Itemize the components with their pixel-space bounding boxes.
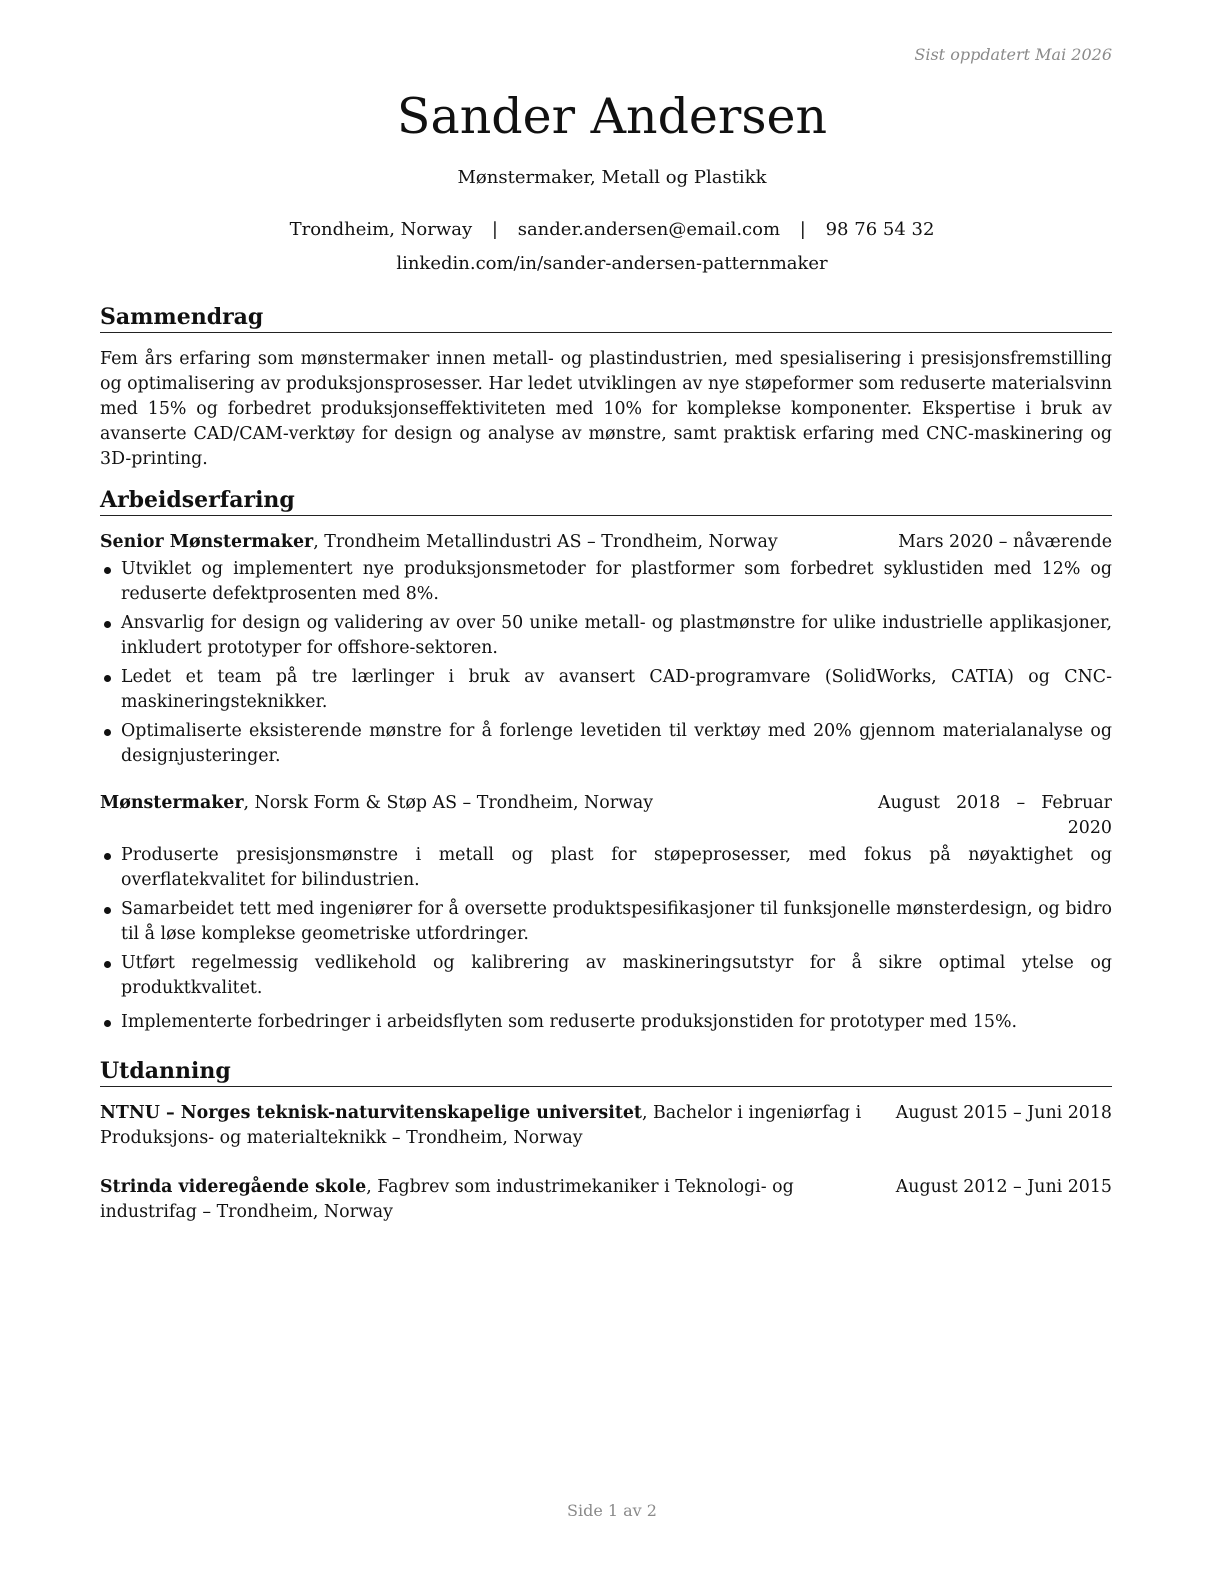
education-entry [100,1175,1112,1225]
bullet-icon [104,567,111,574]
list-item: Utført regelmessig vedlikehold og kalibrering av maskineringsutstyr for å sikre optimal ytelse og produktkvalitet. [100,951,1112,1001]
job-dates: Mars 2020 – nåværende [898,532,1112,552]
bullet-icon [104,961,111,968]
list-item: Ledet et team på tre lærlinger i bruk av avansert CAD-programvare (SolidWorks, CATIA) og CNC-maskineringsteknikker. [100,665,1112,715]
linkedin-link[interactable]: linkedin.com/in/sander-andersen-patternmaker [396,253,828,274]
bullet-icon [104,907,111,914]
education-dates: August 2015 – Juni 2018 [895,1103,1112,1123]
job-bullets [100,843,1112,1035]
contact-separator: | [491,219,498,240]
degree-detail: , Bachelor i ingeniørfag i Produksjons- og materialteknikk – Trondheim, Norway [100,1103,862,1148]
education-entry [100,1101,1112,1151]
job-role: Mønstermaker [100,793,244,813]
candidate-title: Mønstermaker, Metall og Plastikk [457,167,767,188]
contact-location: Trondheim, Norway [289,219,473,240]
education-dates: August 2012 – Juni 2015 [895,1177,1112,1197]
summary-text: Fem års erfaring som mønstermaker innen metall- og plastindustrien, med spesialisering i presisjonsfremstilling og optimalisering av produksjonsprosesser. Har ledet utviklingen av nye støpeformer som reduserte materialsvinn med 15% og forbedret produksjonseffektiviteten med 10% for komplekse komponenter. Ekspertise i bruk av avanserte CAD/CAM-verktøy for design og analyse av mønstre, samt praktisk erfaring med CNC-maskinering og 3D-printing. [100,349,1112,469]
list-item: Samarbeidet tett med ingeniører for å oversette produktspesifikasjoner til funksjonelle mønsterdesign, og bidro til å løse komplekse geometriske utfordringer. [100,897,1112,947]
list-item: Optimaliserte eksisterende mønstre for å forlenge levetiden til verktøy med 20% gjennom materialanalyse og designjusteringer. [100,719,1112,769]
job-header [100,530,1112,555]
job-header [100,791,1112,841]
school-name: Strinda videregående skole [100,1177,367,1197]
contact-email[interactable]: sander.andersen@email.com [517,219,781,240]
job-company: , Norsk Form & Støp AS – Trondheim, Norway [243,793,654,813]
job-role: Senior Mønstermaker [100,532,314,552]
job-bullets [100,557,1112,769]
contact-separator: | [799,219,806,240]
job-company: , Trondheim Metallindustri AS – Trondheim, Norway [313,532,778,552]
experience-heading: Arbeidserfaring [100,486,1112,516]
school-name: NTNU – Norges teknisk-naturvitenskapelige universitet [100,1103,642,1123]
last-updated: Sist oppdatert Mai 2026 [914,45,1112,64]
bullet-icon [104,621,111,628]
bullet-icon [104,729,111,736]
candidate-name: Sander Andersen [396,88,828,145]
bullet-icon [104,675,111,682]
job-dates: August 2018 – Februar 2020 [878,793,1112,838]
education-heading: Utdanning [100,1057,1112,1087]
list-item: Implementerte forbedringer i arbeidsflyten som reduserte produksjonstiden for prototyper med 15%. [100,1010,1112,1035]
contact-line [0,219,1224,240]
page-number: Side 1 av 2 [567,1501,657,1520]
bullet-icon [104,853,111,860]
list-item: Ansvarlig for design og validering av over 50 unike metall- og plastmønstre for ulike industrielle applikasjoner, inkludert prototyper for offshore-sektoren. [100,611,1112,661]
contact-phone: 98 76 54 32 [825,219,935,240]
summary-heading: Sammendrag [100,303,1112,333]
list-item: Produserte presisjonsmønstre i metall og plast for støpeprosesser, med fokus på nøyaktighet og overflatekvalitet for bilindustrien. [100,843,1112,893]
list-item: Utviklet og implementert nye produksjonsmetoder for plastformer som forbedret syklustiden med 12% og reduserte defektprosenten med 8%. [100,557,1112,607]
degree-detail: , Fagbrev som industrimekaniker i Teknologi- og industrifag – Trondheim, Norway [100,1177,794,1222]
resume-body [100,303,1112,1249]
bullet-icon [104,1020,111,1027]
